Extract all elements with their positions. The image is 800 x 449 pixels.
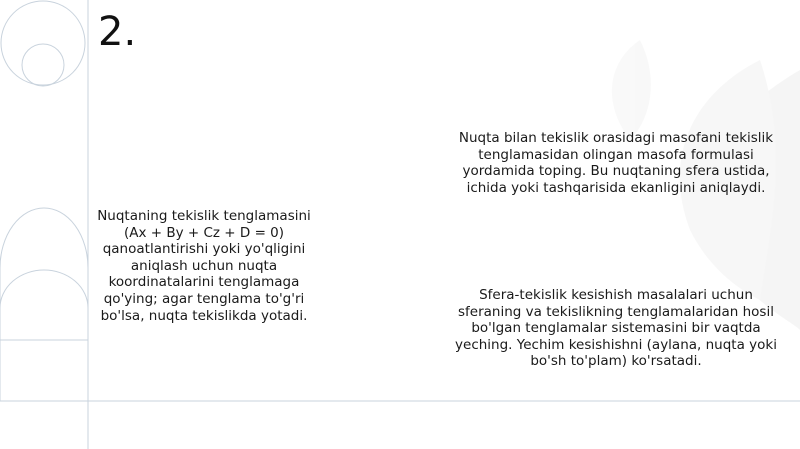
lower-arch-decoration: [0, 270, 88, 308]
text-block-point-on-plane: Nuqtaning tekislik tenglamasini (Ax + By + Cz + D = 0) qanoatlantirishi yoki yo'qligini aniqlash uchun nuqta koordinatalarini tenglamaga qo'ying; agar tenglama to'g'ri bo'lsa, nuqta tekislikda yotadi.: [97, 208, 311, 324]
text-block-distance-formula: Nuqta bilan tekislik orasidagi masofani tekislik tenglamasidan olingan masofa formulasi yordamida toping. Bu nuqtaning sfera ustida, ichida yoki tashqarisida ekanligini aniqlaydi.: [458, 130, 774, 196]
slide-number: 2.: [98, 9, 137, 55]
large-circle-decoration: [1, 1, 85, 85]
text-block-sphere-plane-intersection: Sfera-tekislik kesishish masalalari uchun sferaning va tekislikning tenglamalaridan hosil bo'lgan tenglamalar sistemasini bir vaqtda yeching. Yechim kesishishni (aylana, nuqta yoki bo'sh to'plam) ko'rsatadi.: [455, 287, 777, 370]
upper-arch-decoration: [0, 208, 88, 268]
small-circle-decoration: [22, 44, 64, 86]
